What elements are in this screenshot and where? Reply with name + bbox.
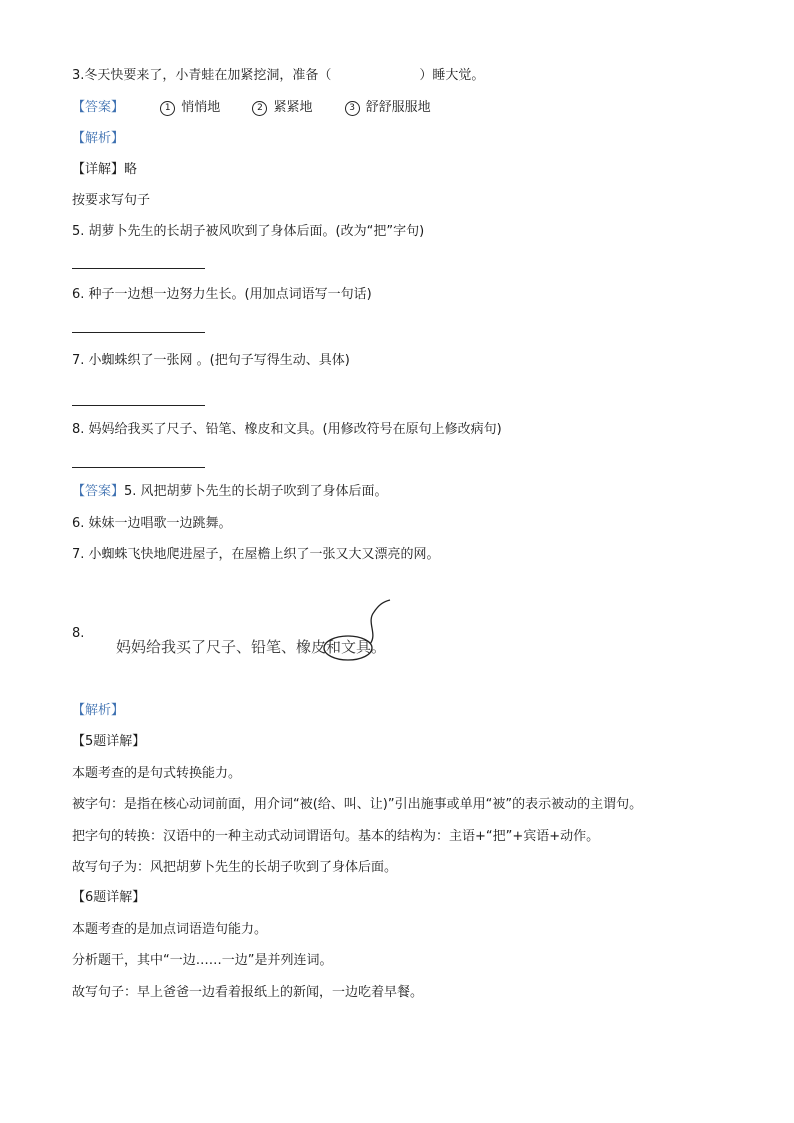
detail-5-line: 故写句子为：风把胡萝卜先生的长胡子吹到了身体后面。 xyxy=(72,860,398,875)
q3-option-2-text: 紧紧地 xyxy=(273,100,313,115)
question-7: 7. 小蜘蛛织了一张网 。(把句子写得生动、具体) xyxy=(72,353,350,368)
question-6: 6. 种子一边想一边努力生长。(用加点词语写一句话) xyxy=(72,287,372,302)
detail-5-title: 【5题详解】 xyxy=(72,734,146,749)
q3-text-after: ）睡大觉。 xyxy=(419,68,485,83)
q3-option-3-text: 舒舒服服地 xyxy=(365,100,431,115)
q3-text-before: 3.冬天快要来了，小青蛙在加紧挖洞，准备（ xyxy=(72,68,332,83)
section-title: 按要求写句子 xyxy=(72,193,151,208)
q3-option-1-text: 悄悄地 xyxy=(181,100,221,115)
answer-8-sentence-end: 。 xyxy=(371,638,387,656)
deletion-symbol-icon xyxy=(320,600,400,660)
answers-line-5 xyxy=(72,483,388,501)
answer-5: 5. 风把胡萝卜先生的长胡子吹到了身体后面。 xyxy=(124,484,388,499)
answer-7: 7. 小蜘蛛飞快地爬进屋子，在屋檐上织了一张又大又漂亮的网。 xyxy=(72,547,440,562)
answer-blank-5 xyxy=(72,268,205,269)
question-5: 5. 胡萝卜先生的长胡子被风吹到了身体后面。(改为“把”字句) xyxy=(72,224,425,239)
q3-detail: 【详解】略 xyxy=(72,162,138,177)
q3-option-1 xyxy=(160,99,220,117)
answer-6: 6. 妹妹一边唱歌一边跳舞。 xyxy=(72,516,232,531)
detail-5-line: 被字句：是指在核心动词前面，用介词“被(给、叫、让)”引出施事或单用“被”的表示被动的主谓句。 xyxy=(72,797,643,812)
q3-line xyxy=(72,67,484,85)
analysis-label: 【解析】 xyxy=(72,703,125,718)
q3-answer-line xyxy=(72,99,459,117)
question-8: 8. 妈妈给我买了尺子、铅笔、橡皮和文具。(用修改符号在原句上修改病句) xyxy=(72,422,502,437)
detail-6-line: 本题考查的是加点词语造句能力。 xyxy=(72,922,268,937)
answer-8-sentence-part: 妈妈给我买了尺子、铅笔、橡皮 xyxy=(116,638,327,656)
answer-blank-6 xyxy=(72,332,205,333)
q3-answer-label: 【答案】 xyxy=(72,100,125,115)
detail-5-line: 把字句的转换：汉语中的一种主动式动词谓语句。基本的结构为：主语+“把”+宾语+动作。 xyxy=(72,829,600,844)
answer-8-number: 8. xyxy=(72,626,85,641)
circled-number-icon: 3 xyxy=(345,101,360,116)
detail-6-line: 故写句子：早上爸爸一边看着报纸上的新闻，一边吃着早餐。 xyxy=(72,985,424,1000)
q3-option-2 xyxy=(252,99,312,117)
answer-blank-8 xyxy=(72,467,205,468)
circled-number-icon: 1 xyxy=(160,101,175,116)
detail-5-line: 本题考查的是句式转换能力。 xyxy=(72,766,242,781)
answer-blank-7 xyxy=(72,405,205,406)
circled-number-icon: 2 xyxy=(252,101,267,116)
q3-option-3 xyxy=(345,99,431,117)
deletion-mark xyxy=(326,638,371,656)
answer-8-circled-words: 和文具 xyxy=(326,638,372,656)
answer-8-corrected-sentence xyxy=(116,638,386,656)
answers-label: 【答案】 xyxy=(72,484,125,499)
detail-6-line: 分析题干，其中“一边……一边”是并列连词。 xyxy=(72,953,333,968)
q3-analysis-label: 【解析】 xyxy=(72,131,125,146)
detail-6-title: 【6题详解】 xyxy=(72,890,146,905)
